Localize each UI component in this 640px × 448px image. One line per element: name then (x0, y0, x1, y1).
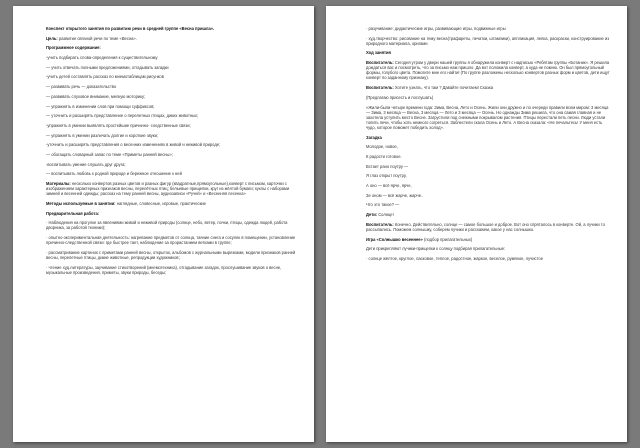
riddle-line: Встает рано поутру — (366, 163, 409, 169)
materials-label: Материалы: (46, 181, 71, 186)
document-page-right (326, 6, 627, 442)
content-heading: Программное содержание: (46, 45, 101, 51)
course-heading: Ход занятия (366, 50, 391, 56)
riddle-line: Молодое, новое, (366, 144, 398, 150)
content-item: — учить отвечать полными предложениями, отгадывать загадки (46, 64, 169, 70)
game-heading: Игра «Солнышко весеннее» (366, 236, 423, 242)
content-item: — развивать слуховое внимание, мелкую моторику; (46, 93, 146, 99)
educator-label: Воспитатель: (366, 60, 394, 66)
document-title: Конспект открытого занятия по развитию речи в средней группе «Весна пришла». (46, 26, 215, 31)
content-item: -упражнять в умении выявлять простейшие причинно- следственные связи; (46, 122, 191, 128)
goal-label: Цель: (46, 35, 58, 41)
document-page-left (13, 6, 314, 442)
materials-paragraph (46, 181, 300, 196)
educator-label: Воспитатель: (366, 85, 394, 91)
prelim-item: · рассматривание картинок с приметами ранней весны, открыток, альбомов с журнальными вырезками, модели признаков ранней весны, перелетные птицы, дикие животные, репродукции художников; (46, 249, 296, 260)
content-item: — развивать речь — доказательство (46, 84, 117, 90)
riddle-heading: Загадка (366, 134, 382, 140)
children-text: Солнце! (378, 212, 394, 218)
tale-paragraph: «Жили-были четыре времени года: Зима, Весна, Лето и Осень. Жили они дружно и по очереди правили всем миром: 3 месяца — Зима, 3 месяца — Весна, 3 месяца — Лето и 3 месяца — Осень. Но однажды Зима решила, что она самая главная и не захотела уступить место Весне. Загрустили под снежными покрывалом растения. Птицы перестали петь песни. Люди устали топить печи, чтобы хоть немного согреться. Заблестели скала Осень и Лето. А Весна сказала: «Не печальтесь! У меня есть чудо, которое поможет победить холод». (366, 104, 609, 130)
children-label: Дети: (366, 212, 378, 218)
content-item: -уточнить и расширять представления о весенних изменениях в живой и неживой природе; (46, 142, 221, 148)
riddle-line: Зе оном — всё жарче, жарче.. (366, 192, 424, 198)
content-item: -учить детей составлять рассказ по мнемотаблицам рисунков (46, 74, 164, 80)
riddle-line: А оно — всё ярче, ярче, (366, 183, 412, 188)
methods-text: наглядные, словесные, игровые, практические (116, 200, 206, 206)
educator-text: Хотите узнать, что там ? Давайте почитаем! Сказка (394, 85, 494, 91)
activity-item: · разучивание: дидактические игры, развивающие игры, подвижные игры (366, 26, 506, 31)
goal-paragraph (46, 36, 300, 41)
prelim-heading: Предварительная работа: (46, 210, 100, 216)
educator-text: Конечно. Действительно, солнце — самое большое и доброе. Вот оно спряталось в конверте. Ой, а лучики то рассыпались. Поможем солнышку, соберем лучики и расскажем, какое у нас солнышко. (366, 221, 605, 232)
educator-paragraph (366, 85, 613, 90)
activity-item: · худ.творчество: рисование на тему весна(трафареты, печатки, штампики), аппликация, лепка, раскраски, конструирование из природного материала, оригами (366, 35, 610, 46)
goal-text: развитие связной речи по теме «Весна». (58, 35, 137, 41)
methods-paragraph (46, 201, 300, 206)
course-text: Сегодня утром у двери нашей группы я обнаружила конверт с надписью «Ребятам группы «Ботаник». Я решила дождаться вас и посмотреть, что за письмо нам пришло. Да вот положила конверт, а куда не помню. Он был прямоугольный формы, голубого цвета. Помогите мне его найти! (По группе разложены несколько конвертов разных форм и цветов, дети ищут конверт по заданному признаку). (366, 60, 610, 81)
content-item: — упражнять в изменении слов при помощи суффиксов; (46, 103, 155, 109)
prelim-item: · чтение худ.литературы, заучивание стихотворений (мнемотехника), отгадывание загадок, прослушивание звуков о весне, музыкальные произведения, приметы, звуки природы, беседы; (46, 264, 282, 275)
content-item: — обогащать словарный запас по теме «Приметы ранней весны»; (46, 151, 173, 157)
game-note: (подбор прилагательных) (423, 236, 473, 242)
educator-paragraph (366, 222, 613, 232)
children-paragraph (366, 212, 613, 217)
course-paragraph (366, 60, 613, 80)
prelim-item: · Наблюдения на прогулке за явлениями живой и неживой природы (солнце, небо, ветер, почки, птицы, одежда людей, работа дворника, за работой техники); (46, 220, 288, 231)
game-words: · солнце жёлтое, круглое, ласковое, теплое, радостное, жаркое, веселое, румяное, лучистое (366, 255, 543, 261)
game-paragraph (366, 237, 613, 242)
content-item: -воспитывать умение слушать друг друга; (46, 161, 126, 167)
content-item: — уточнить и расширять представление о перелетных птицах, диких животных; (46, 113, 199, 119)
riddle-line: К радости готовое. (366, 153, 402, 159)
game-text: Дети прикрепляют лучики-прищепки к солнцу подбирая прилагательные: (366, 246, 506, 252)
educator-label: Воспитатель: (366, 221, 394, 227)
reading-note: (Предлагаю присесть и послушать) (366, 94, 434, 100)
riddle-line: Что это такое? — (366, 202, 400, 208)
methods-label: Методы используемые в занятии: (46, 200, 116, 206)
prelim-item: · опытно-экспериментальная деятельность: нагревание предметов от солнца, таяние снега и сосулек в помещении, установление причинно-следственной связи: где быстрее тает, наблюдение за прорастанием ветками в группе; (46, 235, 296, 246)
content-item: — упражнять в умении различать долгие и короткие звуки; (46, 132, 159, 138)
riddle-line: Я глаз открыт поутру, (366, 173, 407, 179)
content-item: — воспитывать любовь к родной природе и бережное отношение к ней (46, 171, 182, 177)
materials-text: несколько конвертов разных цветов и разных фигур (квадратные,прямоугольные),конверт с письмом, карточки с изображением характерных признаков весны, перелётных птиц; бельевые прищепки, круг из жёлтой бумаги; куклы с наборами зимней и весенней одежды; рассказ на тему ранней весны, аудиозаписи «Ручей» и «Весенняя песенка» (46, 181, 290, 197)
content-item: -учить подбирать слова-определения к существительному (46, 55, 158, 61)
